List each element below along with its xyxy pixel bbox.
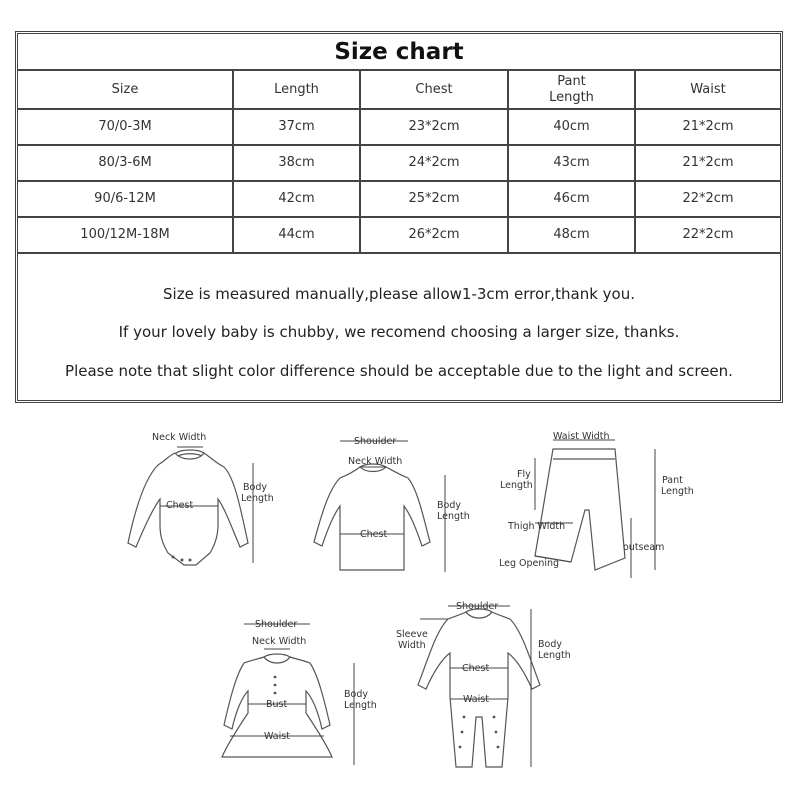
waist-width-label: Waist Width [553, 431, 610, 442]
snap-dot [497, 746, 500, 749]
table-header-cell: Waist [635, 70, 781, 109]
chest-label: Chest [166, 500, 194, 511]
table-cell: 43cm [508, 145, 635, 181]
snap-dot [461, 731, 464, 734]
body-length-label: Length [538, 650, 571, 661]
fly-length-label: Fly [517, 469, 531, 480]
table-cell: 48cm [508, 217, 635, 253]
snap-dot [463, 716, 466, 719]
snap-dot [181, 559, 184, 562]
table-cell: 46cm [508, 181, 635, 217]
shirt-outline [314, 467, 430, 570]
table-cell: 26*2cm [360, 217, 508, 253]
table-header-cell: Chest [360, 70, 508, 109]
table-cell: 90/6-12M [17, 181, 233, 217]
sleeve-width-label: Sleeve [396, 629, 428, 640]
dress-diagram [200, 615, 390, 775]
fly-length-label: Length [500, 480, 533, 491]
body-length-label: Length [241, 493, 274, 504]
note-measure: Size is measured manually,please allow1-3cm error,thank you. [163, 285, 635, 303]
size-chart-title: Size chart [17, 33, 781, 70]
table-cell: 22*2cm [635, 217, 781, 253]
table-header-cell: Length [233, 70, 360, 109]
button-dot [274, 692, 277, 695]
table-cell: 22*2cm [635, 181, 781, 217]
romper-outline [418, 612, 540, 767]
chest-label: Chest [360, 529, 388, 540]
snap-dot [189, 559, 192, 562]
table-cell: 40cm [508, 109, 635, 145]
body-length-label: Body [344, 689, 368, 700]
pants-outline [535, 449, 625, 570]
bodysuit-diagram [100, 425, 290, 580]
table-cell: 38cm [233, 145, 360, 181]
shoulder-label: Shoulder [255, 619, 298, 630]
table-header-cell: Pant Length [508, 70, 635, 109]
bust-label: Bust [266, 699, 288, 710]
table-cell: 23*2cm [360, 109, 508, 145]
note-color: Please note that slight color difference should be acceptable due to the light and screen. [65, 362, 733, 380]
snap-dot [495, 731, 498, 734]
leg-opening-label: Leg Opening [499, 558, 560, 569]
button-dot [274, 676, 277, 679]
table-cell: 80/3-6M [17, 145, 233, 181]
neck-width-label: Neck Width [348, 456, 403, 467]
sleeve-width-label: Width [398, 640, 426, 651]
notes-box [17, 253, 781, 401]
body-length-label: Body [538, 639, 562, 650]
body-length-label: Body [437, 500, 461, 511]
pants-diagram [495, 428, 705, 583]
button-dot [274, 684, 277, 687]
table-cell: 25*2cm [360, 181, 508, 217]
waist-label: Waist [264, 731, 290, 742]
bodysuit-collar [176, 450, 204, 456]
dress-collar [264, 654, 290, 657]
table-cell: 24*2cm [360, 145, 508, 181]
shoulder-label: Shoulder [354, 436, 397, 447]
table-cell: 70/0-3M [17, 109, 233, 145]
thigh-width-label: Thigh Width [508, 521, 566, 532]
chest-label: Chest [462, 663, 490, 674]
outseam-label: outseam [623, 542, 665, 553]
body-length-label: Body [243, 482, 267, 493]
pant-length-label: Pant [662, 475, 683, 486]
pant-length-label: Length [661, 486, 694, 497]
table-header-cell: Size [17, 70, 233, 109]
shoulder-label: Shoulder [456, 601, 499, 612]
snap-dot [493, 716, 496, 719]
body-length-label: Length [344, 700, 377, 711]
neck-width-label: Neck Width [252, 636, 307, 647]
shirt-diagram [300, 430, 480, 580]
romper-diagram [390, 597, 590, 772]
table-cell: 37cm [233, 109, 360, 145]
snap-dot [172, 556, 175, 559]
waist-label: Waist [463, 694, 489, 705]
note-chubby: If your lovely baby is chubby, we recomend choosing a larger size, thanks. [118, 323, 680, 341]
table-cell: 100/12M-18M [17, 217, 233, 253]
table-cell: 44cm [233, 217, 360, 253]
table-cell: 42cm [233, 181, 360, 217]
snap-dot [459, 746, 462, 749]
neck-width-label: Neck Width [152, 432, 207, 443]
table-cell: 21*2cm [635, 145, 781, 181]
body-length-label: Length [437, 511, 470, 522]
table-cell: 21*2cm [635, 109, 781, 145]
